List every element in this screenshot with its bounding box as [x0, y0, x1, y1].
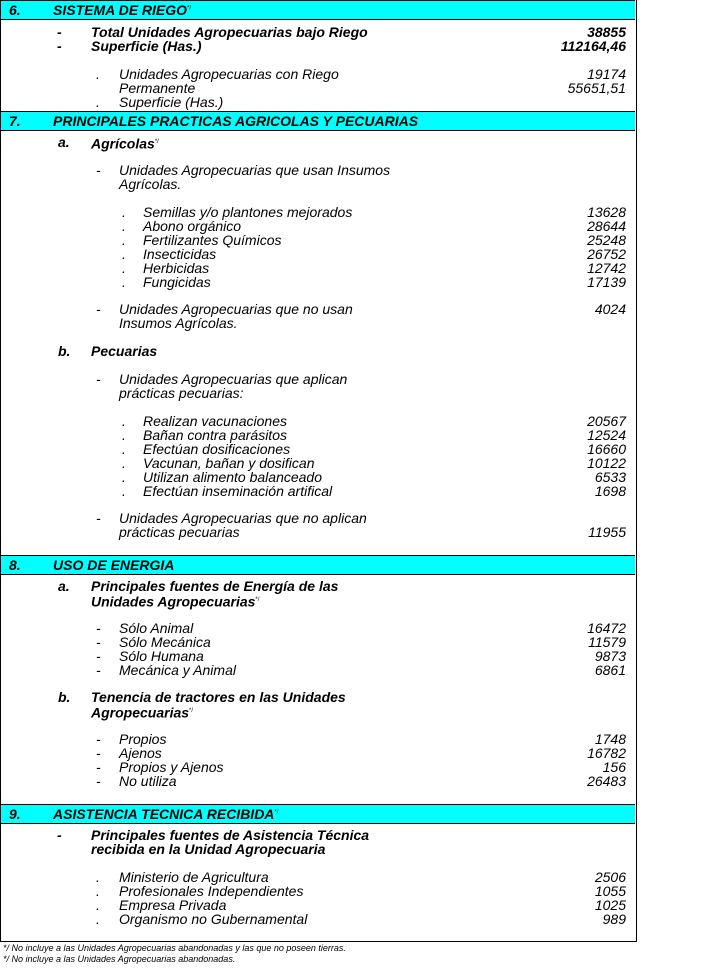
row-label: Superficie (Has.)	[119, 94, 224, 110]
row-label: Sólo Humana	[119, 648, 204, 664]
row-value: 9873	[594, 648, 626, 664]
row-label: Insumos Agrícolas.	[119, 315, 238, 331]
row-label: Superficie (Has.)	[91, 38, 202, 54]
section-title: PRINCIPALES PRACTICAS AGRICOLAS Y PECUARIAS	[53, 113, 419, 129]
subsection-title: Tenencia de tractores en las Unidades	[91, 689, 346, 705]
subsection-letter: b.	[58, 689, 71, 705]
row-value: 12742	[587, 260, 626, 276]
group-heading: prácticas pecuarias:	[119, 385, 244, 401]
row-label: Efectúan inseminación artifical	[143, 483, 333, 499]
subsection-title: Principales fuentes de Energía de las	[91, 578, 339, 594]
row-value: 156	[602, 759, 626, 775]
bullet-mark: .	[122, 413, 126, 429]
row-label: Profesionales Independientes	[119, 883, 304, 899]
row-label: Permanente	[119, 80, 196, 96]
row-value: 112164,46	[560, 38, 626, 54]
row-value: 25248	[587, 232, 626, 248]
bullet-mark: -	[96, 371, 101, 387]
section-6-header	[1, 0, 635, 20]
bullet-mark: -	[96, 162, 101, 178]
bullet-mark: -	[57, 827, 62, 843]
row-value: 26752	[587, 246, 626, 262]
row-value: 16660	[587, 441, 626, 457]
footnote: */ No incluye a las Unidades Agropecuarias abandonadas y las que no poseen tierras.	[3, 943, 346, 953]
row-value: 1748	[594, 731, 626, 747]
row-label: Bañan contra parásitos	[143, 427, 287, 443]
row-value: 16782	[587, 745, 626, 761]
section-title: SISTEMA DE RIEGO*/	[53, 2, 192, 18]
group-heading: Principales fuentes de Asistencia Técnica	[91, 827, 370, 843]
bullet-mark: -	[96, 648, 101, 664]
row-label: No utiliza	[119, 773, 177, 789]
bullet-mark: -	[96, 731, 101, 747]
subsection-title: Agropecuarias*/	[91, 704, 194, 721]
row-label: Vacunan, bañan y dosifican	[143, 455, 315, 471]
row-label: Sólo Mecánica	[119, 634, 211, 650]
row-value: 12524	[587, 427, 626, 443]
bullet-mark: .	[122, 260, 126, 276]
row-label: Unidades Agropecuarias que no aplican	[119, 510, 367, 526]
row-label: Ajenos	[119, 745, 162, 761]
row-label: Total Unidades Agropecuarias bajo Riego	[91, 24, 368, 40]
row-label: Insecticidas	[143, 246, 217, 262]
row-label: Unidades Agropecuarias que no usan	[119, 301, 353, 317]
row-value: 11955	[588, 524, 626, 540]
row-value: 6533	[594, 469, 626, 485]
bullet-mark: -	[96, 634, 101, 650]
row-label: Semillas y/o plantones mejorados	[143, 204, 353, 220]
row-value: 10122	[587, 455, 626, 471]
row-value: 19174	[587, 66, 626, 82]
bullet-mark: -	[57, 24, 62, 40]
row-label: prácticas pecuarias	[119, 524, 240, 540]
bullet-mark: -	[96, 773, 101, 789]
row-value: 17139	[587, 274, 626, 290]
bullet-mark: .	[96, 897, 100, 913]
bullet-mark: .	[122, 232, 126, 248]
row-label: Realizan vacunaciones	[143, 413, 287, 429]
section-number: 6.	[9, 2, 21, 18]
bullet-mark: .	[96, 66, 100, 82]
row-label: Abono orgánico	[143, 218, 242, 234]
row-label: Herbicidas	[143, 260, 210, 276]
bullet-mark: -	[96, 759, 101, 775]
bullet-mark: -	[96, 301, 101, 317]
row-value: 20567	[587, 413, 626, 429]
bullet-mark: .	[122, 274, 126, 290]
row-label: Ministerio de Agricultura	[119, 869, 269, 885]
bullet-mark: .	[122, 204, 126, 220]
row-label: Fungicidas	[143, 274, 211, 290]
row-value: 989	[602, 911, 626, 927]
row-label: Empresa Privada	[119, 897, 227, 913]
bullet-mark: .	[96, 911, 100, 927]
row-value: 2506	[594, 869, 626, 885]
group-heading: Unidades Agropecuarias que usan Insumos	[119, 162, 391, 178]
group-heading: Agrícolas.	[119, 176, 182, 192]
row-label: Fertilizantes Químicos	[143, 232, 282, 248]
section-9-header	[1, 804, 635, 824]
bullet-mark: .	[122, 218, 126, 234]
row-value: 38855	[587, 24, 626, 40]
bullet-mark: .	[122, 427, 126, 443]
bullet-mark: .	[122, 483, 126, 499]
row-label: Mecánica y Animal	[119, 662, 236, 678]
subsection-title: Agrícolas*/	[91, 135, 159, 152]
subsection-title: Pecuarias	[91, 343, 158, 359]
section-8-header	[1, 555, 635, 575]
section-number: 7.	[9, 113, 21, 129]
row-label: Propios y Ajenos	[119, 759, 224, 775]
section-title: ASISTENCIA TECNICA RECIBIDA*/	[53, 806, 279, 822]
bullet-mark: .	[96, 883, 100, 899]
row-value: 26483	[587, 773, 626, 789]
subsection-letter: b.	[58, 343, 71, 359]
row-label: Unidades Agropecuarias con Riego	[119, 66, 339, 82]
bullet-mark: .	[96, 869, 100, 885]
subsection-letter: a.	[58, 134, 70, 150]
row-value: 28644	[587, 218, 626, 234]
section-title: USO DE ENERGIA	[53, 557, 175, 573]
group-heading: recibida en la Unidad Agropecuaria	[91, 841, 326, 857]
row-value: 11579	[588, 634, 626, 650]
row-value: 4024	[594, 301, 626, 317]
row-label: Sólo Animal	[119, 620, 194, 636]
bullet-mark: .	[122, 455, 126, 471]
footnote: */ No incluye a las Unidades Agropecuarias abandonadas.	[3, 954, 236, 964]
bullet-mark: .	[122, 469, 126, 485]
row-label: Efectúan dosificaciones	[143, 441, 291, 457]
bullet-mark: -	[96, 662, 101, 678]
row-value: 1698	[594, 483, 626, 499]
group-heading: Unidades Agropecuarias que aplican	[119, 371, 348, 387]
bullet-mark: -	[96, 510, 101, 526]
row-value: 1025	[594, 897, 626, 913]
subsection-title: Unidades Agropecuarias*/	[91, 593, 260, 610]
row-value: 6861	[594, 662, 626, 678]
bullet-mark: .	[96, 94, 100, 110]
bullet-mark: -	[96, 745, 101, 761]
bullet-mark: .	[122, 246, 126, 262]
section-number: 8.	[9, 557, 21, 573]
row-label: Propios	[119, 731, 167, 747]
row-value: 16472	[587, 620, 626, 636]
bullet-mark: -	[57, 38, 62, 54]
subsection-letter: a.	[58, 578, 70, 594]
bullet-mark: .	[122, 441, 126, 457]
row-label: Organismo no Gubernamental	[119, 911, 308, 927]
row-value: 55651,51	[567, 80, 626, 96]
section-number: 9.	[9, 806, 21, 822]
row-label: Utilizan alimento balanceado	[143, 469, 322, 485]
row-value: 13628	[587, 204, 626, 220]
section-7-header	[1, 111, 635, 131]
row-value: 1055	[594, 883, 626, 899]
bullet-mark: -	[96, 620, 101, 636]
